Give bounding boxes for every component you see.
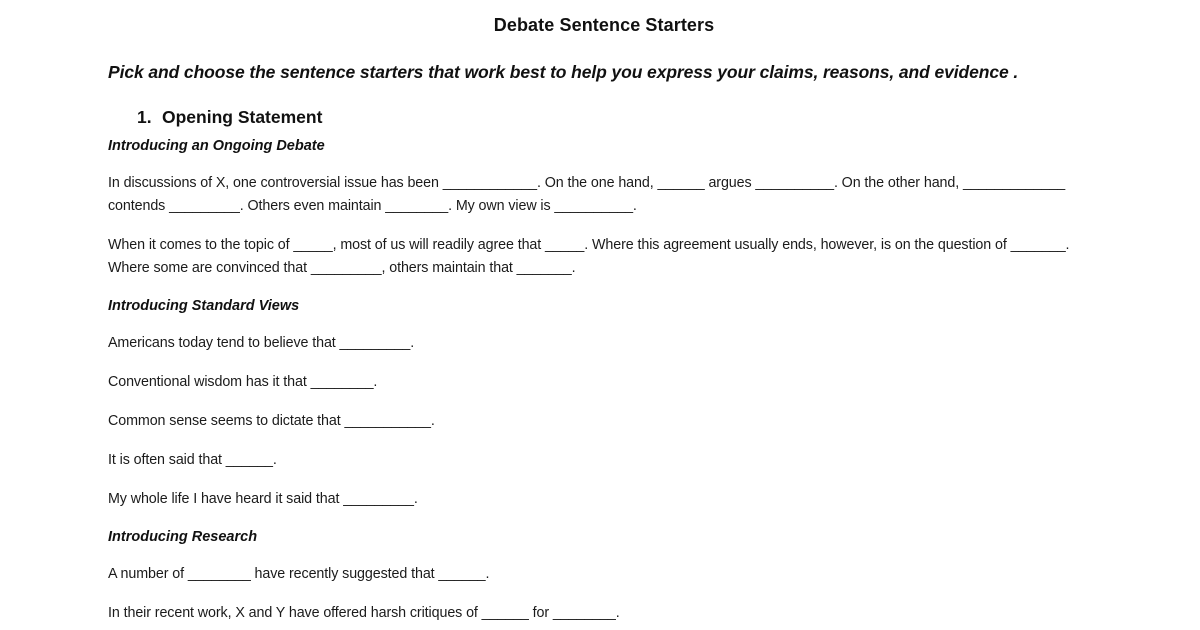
sentence-starter-a-number-of: A number of ________ have recently suggested that ______. [108, 566, 490, 582]
sentence-starter-when-it-comes-to-topic: When it comes to the topic of _____, most of us will readily agree that _____. Where this agreement usually ends, however, is on the question of _______. Where some are convinced that _________, others maintain that _______. [108, 237, 1070, 276]
sentence-starter-discussions-of-x: In discussions of X, one controversial issue has been ____________. On the one hand, ______ argues __________. On the other hand, _____________ contends _________. Others even maintain ________. My own view is __________. [108, 175, 1066, 214]
subheading-introducing-research: Introducing Research [108, 529, 258, 545]
sentence-starter-in-their-recent-work: In their recent work, X and Y have offered harsh critiques of ______ for ________. [108, 605, 620, 621]
section-heading-opening-statement [108, 104, 1108, 130]
sentence-starter-americans-today: Americans today tend to believe that _________. [108, 335, 415, 351]
doc-title: Debate Sentence Starters [493, 15, 715, 35]
doc-instructions: Pick and choose the sentence starters that work best to help you express your claims, reasons, and evidence . [108, 62, 1019, 82]
sentence-starter-it-is-often-said: It is often said that ______. [108, 452, 277, 468]
section-heading-label: Opening Statement [162, 107, 323, 127]
list-number: 1. [137, 107, 152, 127]
sentence-starter-conventional-wisdom: Conventional wisdom has it that ________. [108, 374, 378, 390]
sentence-starter-common-sense: Common sense seems to dictate that ___________. [108, 413, 435, 429]
subheading-introducing-ongoing-debate: Introducing an Ongoing Debate [108, 138, 325, 154]
sentence-starter-my-whole-life: My whole life I have heard it said that _________. [108, 491, 418, 507]
subheading-introducing-standard-views: Introducing Standard Views [108, 298, 300, 314]
